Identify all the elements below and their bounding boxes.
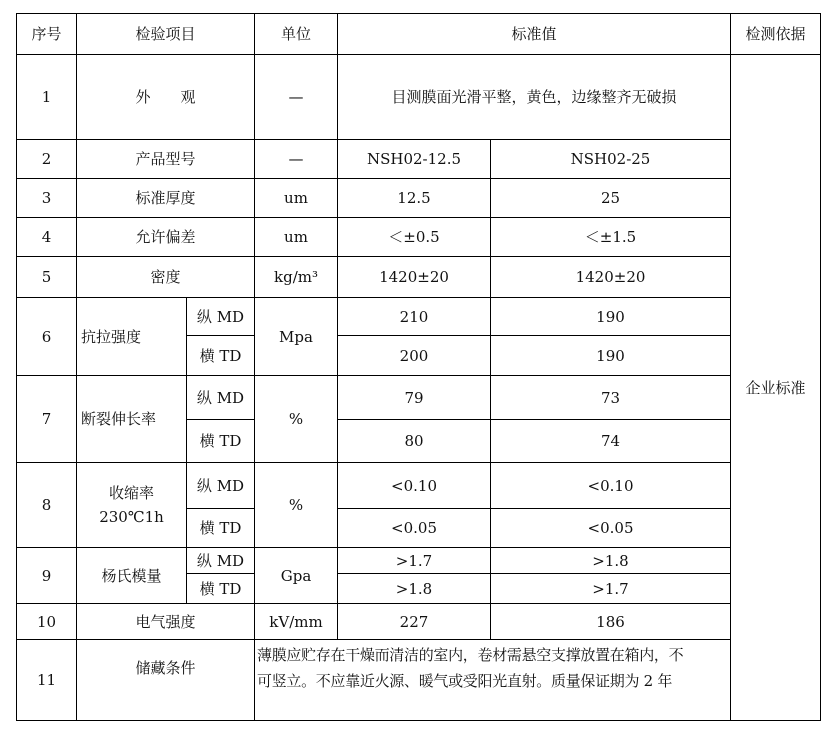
row-6-dir-td: 横 TD xyxy=(199,346,242,365)
row-7-md-value-1: 79 xyxy=(404,388,424,407)
row-2-unit: — xyxy=(288,150,304,168)
row-11-no: 11 xyxy=(36,671,57,689)
row-1-no: 1 xyxy=(41,88,52,106)
row-5-item: 密度 xyxy=(150,268,181,286)
header-item: 检验项目 xyxy=(135,25,196,43)
row-10-item: 电气强度 xyxy=(135,612,196,631)
row-8-td-value-1: <0.05 xyxy=(391,519,437,537)
row-8-td-value-2: <0.05 xyxy=(587,519,634,537)
row-2-value-2: NSH02-25 xyxy=(570,150,651,168)
row-3-value-2: 25 xyxy=(600,189,621,207)
row-7-md-value-2: 73 xyxy=(600,388,621,407)
row-9-md-value-1: >1.7 xyxy=(395,551,433,570)
row-3-no: 3 xyxy=(41,189,52,207)
row-10-unit: kV/mm xyxy=(269,612,323,631)
row-8-dir-md: 纵 MD xyxy=(196,476,245,495)
row-8-unit: % xyxy=(288,496,304,514)
row-9-td-value-1: >1.8 xyxy=(395,579,433,598)
row-1-item: 外 观 xyxy=(135,88,196,106)
row-6-dir-md: 纵 MD xyxy=(196,307,245,326)
row-6-md-value-2: 190 xyxy=(596,307,625,326)
row-7-td-value-2: 74 xyxy=(600,432,621,450)
row-8-no: 8 xyxy=(41,496,52,514)
header-basis: 检测依据 xyxy=(745,25,806,43)
row-7-unit: % xyxy=(288,410,304,428)
row-7-dir-td: 横 TD xyxy=(199,432,242,450)
row-4-no: 4 xyxy=(41,228,52,246)
row-8-item-line-2: 230℃1h xyxy=(99,508,164,526)
row-1-value: 目测膜面光滑平整，黄色，边缘整齐无破损 xyxy=(391,88,677,106)
row-4-value-2: ＜±1.5 xyxy=(584,228,637,246)
row-8-md-value-1: <0.10 xyxy=(391,476,437,495)
row-9-dir-md: 纵 MD xyxy=(196,551,245,570)
basis-value: 企业标准 xyxy=(745,378,806,397)
row-11-item: 储藏条件 xyxy=(135,659,196,677)
row-3-item: 标准厚度 xyxy=(135,189,196,207)
header-no: 序号 xyxy=(31,25,62,43)
row-11-value xyxy=(255,642,730,694)
row-3-value-1: 12.5 xyxy=(397,189,431,207)
row-11-value-line-2: 可竖立。不应靠近火源、暖气或受阳光直射。质量保证期为 2 年 xyxy=(257,672,673,690)
row-5-no: 5 xyxy=(41,268,52,286)
row-7-dir-md: 纵 MD xyxy=(196,388,245,407)
row-6-no: 6 xyxy=(41,327,52,346)
row-9-no: 9 xyxy=(41,566,52,585)
row-9-md-value-2: >1.8 xyxy=(592,551,629,570)
row-9-unit: Gpa xyxy=(280,566,312,585)
row-6-td-value-2: 190 xyxy=(596,346,625,365)
row-11-value-line-1: 薄膜应贮存在干燥而清洁的室内，卷材需悬空支撑放置在箱内，不 xyxy=(257,646,684,664)
row-4-item: 允许偏差 xyxy=(135,228,196,246)
row-9-dir-td: 横 TD xyxy=(199,579,242,598)
row-4-value-1: ＜±0.5 xyxy=(388,228,440,246)
header-unit: 单位 xyxy=(280,25,311,43)
row-8-item-line-1: 收缩率 xyxy=(108,484,154,502)
row-7-no: 7 xyxy=(41,410,52,428)
row-8-dir-td: 横 TD xyxy=(199,519,242,537)
row-2-no: 2 xyxy=(41,150,52,168)
row-1-unit: — xyxy=(288,88,304,106)
row-2-value-1: NSH02-12.5 xyxy=(366,150,462,168)
row-9-item: 杨氏模量 xyxy=(101,566,162,585)
row-6-item: 抗拉强度 xyxy=(81,327,142,346)
row-10-value-2: 186 xyxy=(596,612,625,631)
header-standard: 标准值 xyxy=(511,25,557,43)
row-2-item: 产品型号 xyxy=(135,150,196,168)
row-6-unit: Mpa xyxy=(279,327,313,346)
row-6-td-value-1: 200 xyxy=(399,346,429,365)
row-7-item: 断裂伸长率 xyxy=(81,410,157,428)
row-9-td-value-2: >1.7 xyxy=(592,579,629,598)
row-5-value-2: 1420±20 xyxy=(575,268,646,286)
row-6-md-value-1: 210 xyxy=(399,307,429,326)
row-3-unit: um xyxy=(284,189,308,207)
row-8-item xyxy=(77,463,186,547)
row-10-no: 10 xyxy=(36,612,57,631)
row-8-md-value-2: <0.10 xyxy=(587,476,634,495)
row-5-value-1: 1420±20 xyxy=(379,268,449,286)
row-7-td-value-1: 80 xyxy=(404,432,424,450)
row-5-unit: kg/m³ xyxy=(274,268,318,286)
row-10-value-1: 227 xyxy=(399,612,429,631)
row-4-unit: um xyxy=(284,228,308,246)
